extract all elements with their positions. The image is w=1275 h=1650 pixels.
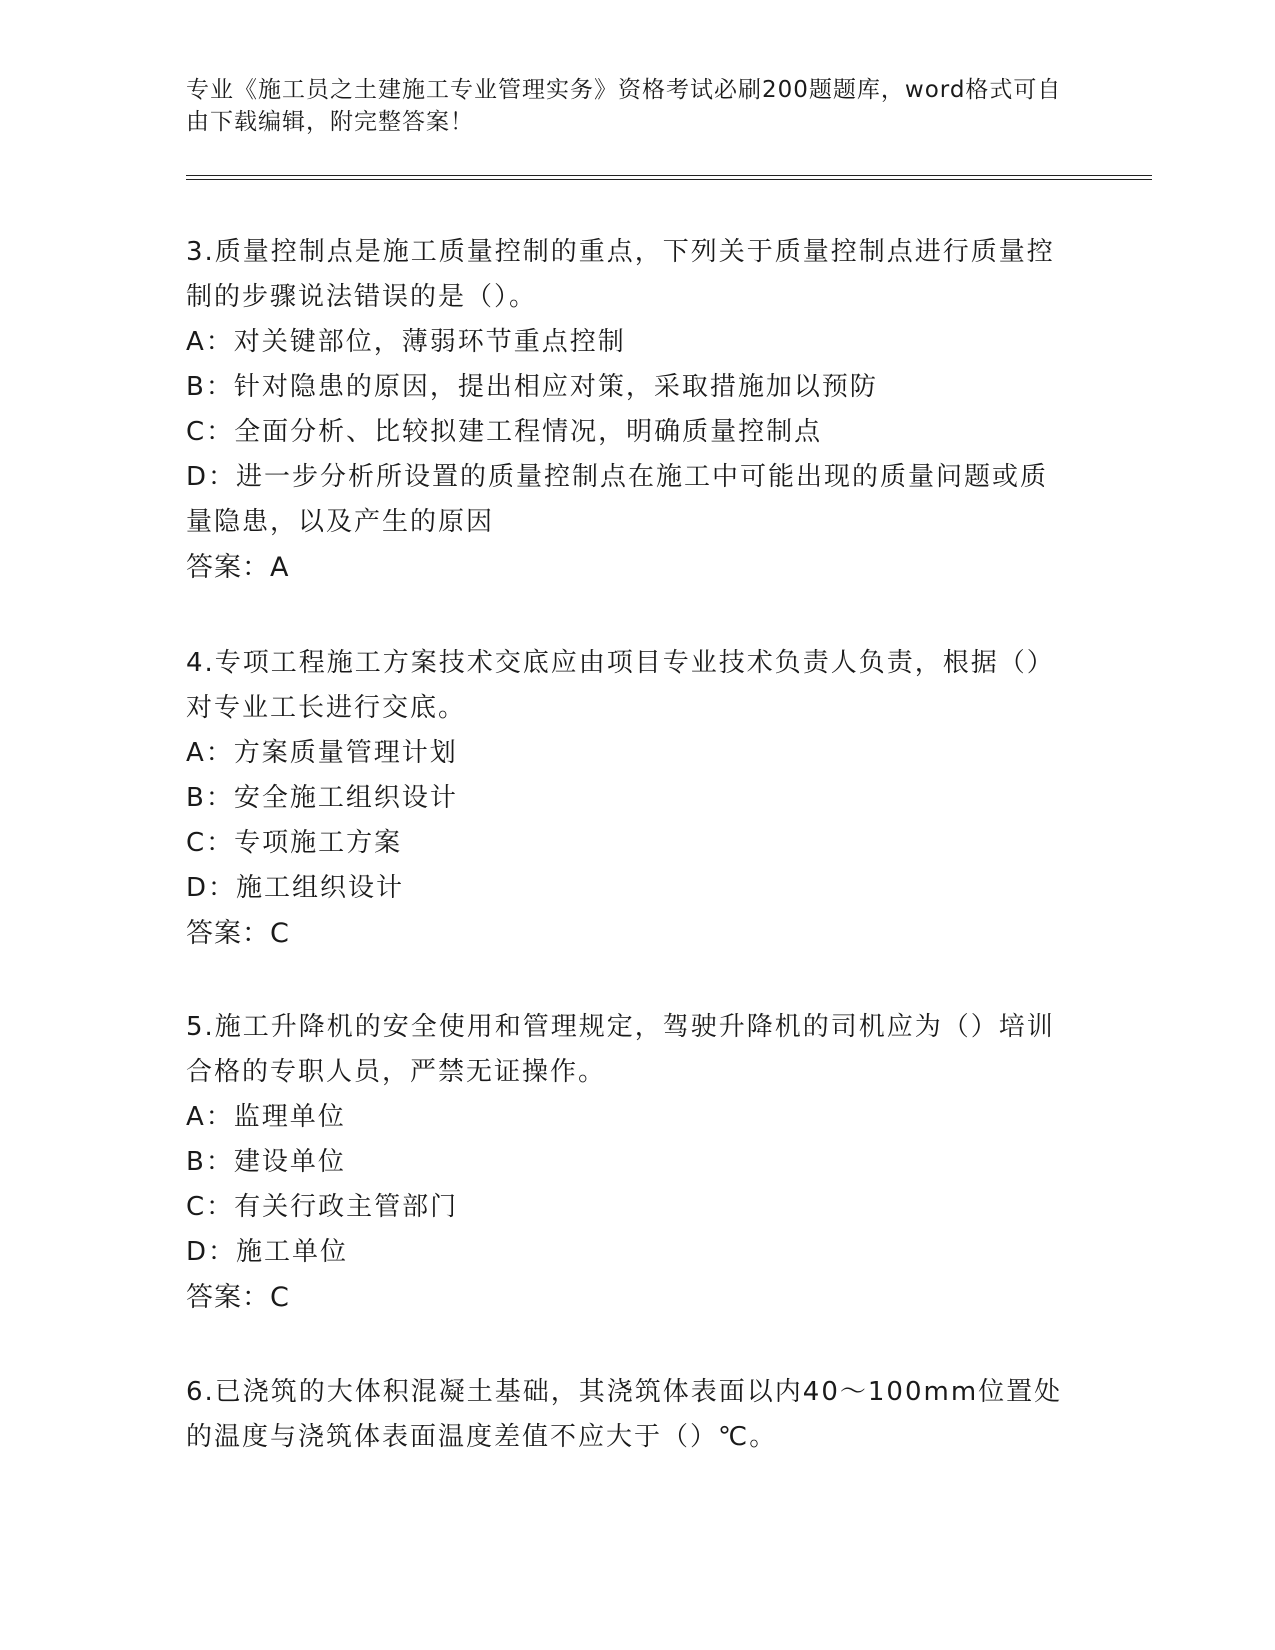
question-stem: 5.施工升降机的安全使用和管理规定，驾驶升降机的司机应为（）培训合格的专职人员，严禁无证操作。	[186, 1012, 1055, 1087]
question-6	[186, 1370, 1066, 1460]
option-c: C：专项施工方案	[186, 828, 403, 858]
option-b: B：针对隐患的原因，提出相应对策，采取措施加以预防	[186, 372, 878, 402]
question-5	[186, 1005, 1066, 1320]
answer: 答案：A	[186, 552, 290, 583]
header-divider	[186, 175, 1152, 180]
question-stem: 6.已浇筑的大体积混凝土基础，其浇筑体表面以内40～100mm位置处的温度与浇筑体表面温度差值不应大于（）℃。	[186, 1377, 1063, 1452]
question-stem: 4.专项工程施工方案技术交底应由项目专业技术负责人负责，根据（）对专业工长进行交底。	[186, 648, 1055, 723]
answer: 答案：C	[186, 918, 290, 949]
option-c: C：全面分析、比较拟建工程情况，明确质量控制点	[186, 417, 823, 447]
option-b: B：建设单位	[186, 1147, 346, 1177]
option-a: A：监理单位	[186, 1102, 346, 1132]
document-header: 专业《施工员之土建施工专业管理实务》资格考试必刷200题题库，word格式可自由下载编辑，附完整答案！	[186, 77, 1062, 135]
option-a: A：方案质量管理计划	[186, 738, 458, 768]
option-d: D：施工单位	[186, 1237, 349, 1267]
answer: 答案：C	[186, 1282, 290, 1313]
option-b: B：安全施工组织设计	[186, 783, 458, 813]
option-d: D：进一步分析所设置的质量控制点在施工中可能出现的质量问题或质量隐患，以及产生的原因	[186, 462, 1049, 537]
option-d: D：施工组织设计	[186, 873, 405, 903]
question-4	[186, 641, 1066, 956]
question-stem: 3.质量控制点是施工质量控制的重点，下列关于质量控制点进行质量控制的步骤说法错误的是（）。	[186, 237, 1055, 312]
option-c: C：有关行政主管部门	[186, 1192, 459, 1222]
option-a: A：对关键部位，薄弱环节重点控制	[186, 327, 626, 357]
question-3	[186, 230, 1066, 590]
